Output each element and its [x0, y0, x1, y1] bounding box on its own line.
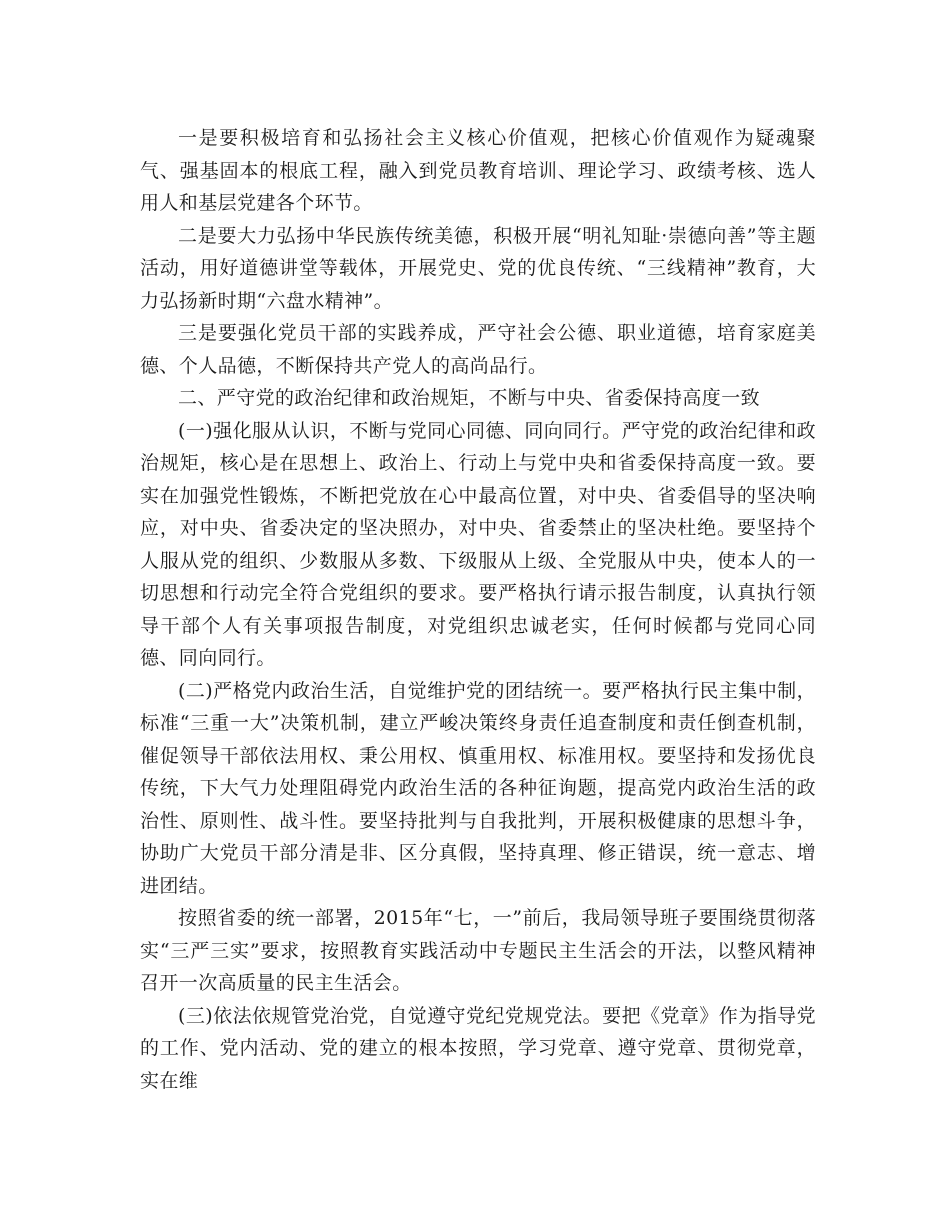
paragraph-1: 一是要积极培育和弘扬社会主义核心价值观，把核心价值观作为疑魂聚气、强基固本的根底工程，融入到党员教育培训、理论学习、政绩考核、选人用人和基层党建各个环节。 [140, 127, 816, 214]
paragraph-2: 二是要大力弘扬中华民族传统美德，积极开展“明礼知耻·崇德向善”等主题活动，用好道德讲堂等载体，开展党史、党的优良传统、“三线精神”教育，大力弘扬新时期“六盘水精神”。 [140, 224, 816, 312]
paragraph-5: (一)强化服从认识，不断与党同心同德、同向同行。严守党的政治纪律和政治规矩，核心是在思想上、政治上、行动上与党中央和省委保持高度一致。要实在加强党性锻炼，不断把党放在心中最高位置，对中央、省委倡导的坚决响应，对中央、省委决定的坚决照办，对中央、省委禁止的坚决杜绝。要坚持个人服从党的组织、少数服从多数、下级服从上级、全党服从中央，使本人的一切思想和行动完全符合党组织的要求。要严格执行请示报告制度，认真执行领导干部个人有关事项报告制度，对党组织忠诚老实，任何时候都与党同心同德、同向同行。 [140, 419, 816, 669]
paragraph-7: 按照省委的统一部署，2015年“七，一”前后，我局领导班子要围绕贯彻落实“三严三实”要求，按照教育实践活动中专题民主生活会的开法，以整风精神召开一次高质量的民主生活会。 [140, 907, 816, 994]
document-body [140, 122, 816, 1097]
paragraph-8: (三)依法依规管党治党，自觉遵守党纪党规党法。要把《党章》作为指导党的工作、党内活动、党的建立的根本按照，学习党章、遵守党章、贯彻党章，实在维 [140, 1004, 816, 1092]
paragraph-6: (二)严格党内政治生活，自觉维护党的团结统一。要严格执行民主集中制，标准“三重一大”决策机制，建立严峻决策终身责任追查制度和责任倒查机制，催促领导干部依法用权、秉公用权、慎重用权、标准用权。要坚持和发扬优良传统，下大气力处理阻碍党内政治生活的各种征询题，提高党内政治生活的政治性、原则性、战斗性。要坚持批判与自我批判，开展积极健康的思想斗争，协助广大党员干部分清是非、区分真假，坚持真理、修正错误，统一意志、增进团结。 [140, 679, 816, 897]
paragraph-3: 三是要强化党员干部的实践养成，严守社会公德、职业道德，培育家庭美德、个人品德，不断保持共产党人的高尚品行。 [140, 322, 816, 377]
section-heading: 二、严守党的政治纪律和政治规矩，不断与中央、省委保持高度一致 [178, 387, 761, 409]
